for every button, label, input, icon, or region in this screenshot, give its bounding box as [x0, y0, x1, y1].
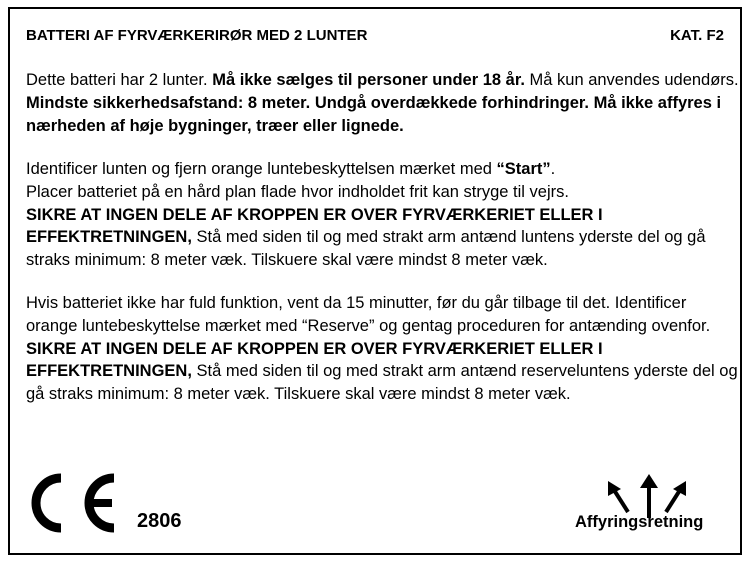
reserve-text-2: Stå med siden til og med strakt arm antænd reserveluntens yderste del og gå straks minimum: 8 meter væk. Tilskuere skal være mindst 8 meter væk. [26, 362, 738, 404]
start-fuse-label: “Start” [496, 160, 551, 178]
reserve-safety-warning: SIKRE AT INGEN DELE AF KROPPEN ER OVER FYRVÆRKERIET ELLER I EFFEKTRETNINGEN, [26, 339, 603, 381]
age-warning: Må ikke sælges til personer under 18 år. [212, 71, 525, 89]
firing-direction-label: Affyringsretning [575, 513, 704, 531]
intro-paragraph [26, 69, 742, 137]
notified-body-number: 2806 [137, 510, 182, 532]
label-title: BATTERI AF FYRVÆRKERIRØR MED 2 LUNTER [26, 27, 368, 44]
firing-direction-arrows-icon [604, 472, 690, 518]
safety-distance-warning: Mindste sikkerhedsafstand: 8 meter. Undgå overdækkede forhindringer. Må ikke affyres i nærheden af høje bygninger, træer eller lignede. [26, 93, 722, 135]
reserve-paragraph [26, 292, 742, 406]
intro-text-2: Må kun anvendes udendørs. [524, 71, 739, 89]
ignition-text-3: Stå med siden til og med strakt arm antænd luntens yderste del og gå straks minimum: 8 meter væk. Tilskuere skal være mindst 8 meter væk. [26, 228, 706, 270]
reserve-text-1: Hvis batteriet ikke har fuld funktion, vent da 15 minutter, før du går tilbage til det. Identificer orange luntebeskyttelse mærket med “Reserve” og gentag proceduren for antænding ovenfor. [26, 294, 711, 335]
placement-instruction: Placer batteriet på en hård plan flade hvor indholdet frit kan stryge til vejrs. [26, 182, 569, 201]
intro-text-1: Dette batteri har 2 lunter. [26, 71, 213, 89]
ignition-paragraph [26, 158, 742, 272]
ce-mark-icon [30, 472, 118, 534]
ignition-text-2: . [550, 160, 556, 178]
category-label: KAT. F2 [670, 27, 724, 44]
ignition-text-1: Identificer lunten og fjern orange luntebeskyttelsen mærket med [26, 160, 497, 178]
body-safety-warning: SIKRE AT INGEN DELE AF KROPPEN ER OVER FYRVÆRKERIET ELLER I EFFEKTRETNINGEN, [26, 205, 603, 247]
